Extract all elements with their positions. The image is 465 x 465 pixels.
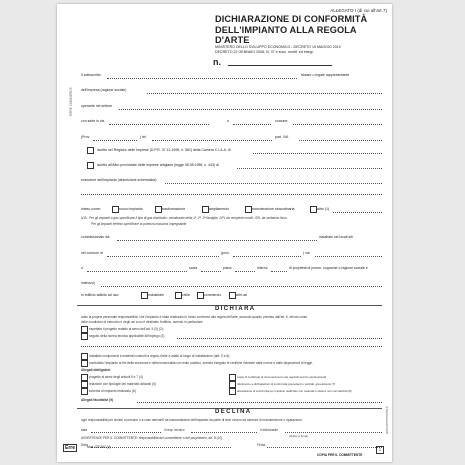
piva-label: part. IVA (275, 135, 289, 139)
resp-tecnico-label: Il resp. tecnico (164, 428, 185, 432)
model-code: Mod. CR 842 (d) (87, 445, 111, 449)
allegato-left-checkbox-1[interactable] (81, 374, 88, 381)
data-field-2[interactable] (91, 447, 231, 448)
albo-checkbox[interactable] (87, 162, 94, 169)
settore-field[interactable] (119, 109, 382, 110)
interno-label: interno (257, 266, 268, 270)
declina-title: DECLINA (215, 409, 252, 415)
number-field[interactable] (228, 65, 332, 66)
installato-label: installato nei locali siti (319, 235, 353, 239)
edificio-label: in edificio adibito ad uso: (81, 293, 120, 297)
sottoscritto-label: Il sottoscritto (81, 73, 101, 77)
interno-field[interactable] (271, 271, 287, 272)
location-n-field[interactable] (87, 271, 187, 272)
tipo-option-nuovo: nuovo impianto (119, 207, 143, 211)
tipo-option-trasformazione: trasformazione (162, 207, 186, 211)
comune-label: comune (275, 119, 288, 123)
form-sheet (57, 4, 392, 462)
location-via-field[interactable] (315, 256, 382, 257)
location-via-label: ) via (303, 251, 310, 255)
form-title-line2: DELL'IMPIANTO ALLA REGOLA D'ARTE (215, 25, 357, 45)
registro-checkbox[interactable] (87, 147, 94, 154)
sede-label: con sede in via (81, 119, 105, 123)
location-prov-field[interactable] (233, 256, 301, 257)
uso-checkbox-civile[interactable] (175, 292, 182, 299)
impresa-label: dell'impresa (ragione sociale) (81, 88, 127, 92)
albo-field[interactable] (237, 168, 382, 169)
allegati-facoltativi-label: Allegati facoltativi (9) (81, 398, 114, 402)
avvertenze-text: AVVERTENZE PER IL COMMITTENTE: responsabilità del committente o del proprietario, art. 8 (10) (81, 436, 223, 440)
tel-field[interactable] (152, 140, 272, 141)
scala-label: scala (189, 266, 198, 270)
albo-label: iscritto all'Albo provinciale delle imprese artigiane (legge 08.08.1985, n. 443) di (97, 163, 219, 167)
dichiarante-label: Il dichiarante (260, 428, 279, 432)
dichiara-item-3: installato componenti e materiali costruiti a regola d'arte e adatti al luogo di installazione (artt. 5 e 6); (89, 354, 231, 358)
allegati-title: Allegati obbligatori: (81, 368, 111, 372)
allegato-right-checkbox-2[interactable] (229, 381, 236, 388)
dichiara-title: DICHIARA (215, 306, 256, 312)
esecutore-field-2[interactable] (81, 194, 382, 195)
tipo-checkbox-trasformazione[interactable] (155, 206, 162, 213)
piano-label: piano (223, 266, 232, 270)
tipo-checkbox-nuovo[interactable] (112, 206, 119, 213)
dichiara-checkbox-2[interactable] (81, 333, 88, 340)
dichiara-item-1: rispettato il progetto redatto ai sensi dell'art. 5 (3) (2); (89, 327, 164, 331)
allegato-left-checkbox-3[interactable] (81, 388, 88, 395)
esecutore-field[interactable] (165, 183, 382, 184)
allegato-right-checkbox-3[interactable] (229, 388, 236, 395)
piano-field[interactable] (235, 271, 255, 272)
indirizzo-label: indirizzo) (81, 281, 96, 285)
allegato-left-1: progetto ai sensi degli articoli 5 e 7 (4) (89, 375, 143, 379)
titolare-label: titolare o legale rappresentante (301, 73, 350, 77)
form-title-line1: DICHIARAZIONE DI CONFORMITÀ (215, 14, 368, 24)
tipo-label: inteso come: (81, 207, 101, 211)
tipo-checkbox-manutenzione[interactable] (245, 206, 252, 213)
sottoscritto-field[interactable] (107, 78, 297, 79)
dichiara-item-2: seguito della norma tecnica applicabile all'impiego (3) (89, 334, 165, 338)
copy-label: COPIA PER IL COMMITTENTE (317, 453, 363, 457)
location-comune-field[interactable] (107, 256, 219, 257)
note-gas: N.B.: Per gli impianti a gas specificare il tipo di gas distribuito: canalizzato della 1ª, 2ª, 3ª famiglia; GPL da recipienti mobili; GPL da serbatoio fisso. (81, 216, 288, 220)
scala-field[interactable] (201, 271, 221, 272)
uso-civile: civile (182, 293, 190, 297)
allegato-right-3: attestazione di conformità per impianto realizzato con materiali o sistemi non normalizzati (8) (237, 389, 352, 393)
comune-field[interactable] (293, 124, 382, 125)
uso-checkbox-altri[interactable] (229, 292, 236, 299)
commissionato-field[interactable] (117, 240, 317, 241)
allegato-label: ALLEGATO I (di cui all'art.7) (330, 8, 387, 13)
firma-field[interactable] (267, 447, 382, 448)
number-label: n. (213, 57, 221, 67)
piva-field[interactable] (299, 140, 382, 141)
side-brand-left: ERRE COMMERCE (69, 87, 73, 116)
firma-label: Firma (257, 443, 266, 447)
allegato-left-2: relazione con tipologie dei materiali utilizzati (5) (89, 382, 156, 386)
allegato-left-3: schema di impianto realizzato (6) (89, 389, 136, 393)
form-subtitle-1: MINISTERO DELLO SVILUPPO ECONOMICO - DECRETO 19 MAGGIO 2010 (215, 45, 341, 50)
tipo-altro-field[interactable] (333, 212, 382, 213)
data-field-1[interactable] (91, 432, 161, 433)
sede-number-field[interactable] (233, 124, 271, 125)
commissionato-label: commissionato da: (81, 235, 111, 239)
declina-text: ogni responsabilità per sinistri a persone o a cose derivanti da manomissione dell'impianto da parte di terzi ovvero da carenze di manutenzione o riparazione. (81, 418, 303, 422)
uso-industriale: industriale (148, 293, 164, 297)
indirizzo-field[interactable] (101, 286, 382, 287)
tipo-checkbox-altro[interactable] (310, 206, 317, 213)
erre-logo: Erre (65, 445, 76, 451)
side-brand-right: www.erreerrezeta.it (385, 406, 389, 434)
sede-field[interactable] (109, 124, 209, 125)
data-label-2: Data (81, 443, 88, 447)
tipo-option-ampliamento: ampliamento (209, 207, 230, 211)
form-header (207, 8, 387, 54)
proprieta-label: di proprietà di (nome, cognome o ragione sociale e (289, 266, 368, 270)
location-n-label: n. (81, 266, 84, 270)
page-number: 1 (376, 446, 384, 454)
dichiara-text-2: delle condizioni di esercizio e degli usi a cui è destinato l'edificio, avendo in particolare: (81, 320, 204, 324)
sede-number-label: n. (227, 119, 230, 123)
registro-field[interactable] (253, 153, 382, 154)
prov-label: (Prov. (81, 135, 91, 139)
dichiarante-field[interactable] (285, 432, 382, 433)
settore-label: operante nel settore (81, 104, 113, 108)
uso-altri: altri usi (236, 293, 248, 297)
data-label-1: data (81, 428, 88, 432)
allegato-right-checkbox-1[interactable] (229, 374, 236, 381)
esecutore-label: esecutore dell'impianto (descrizione schematica) (81, 178, 157, 182)
uso-checkbox-industriale[interactable] (141, 292, 148, 299)
form-subtitle-2: DECRETO 22 GENNAIO 2008, N. 37 e succ. modif. ed integr. (215, 49, 314, 54)
tel-label: ) tel. (140, 135, 147, 139)
resp-tecnico-field[interactable] (191, 432, 257, 433)
prov-field[interactable] (93, 140, 137, 141)
tipo-option-altro: altro (1) (317, 207, 330, 211)
impresa-field[interactable] (147, 93, 382, 94)
norma-field-2[interactable] (81, 346, 382, 347)
allegato-left-checkbox-2[interactable] (81, 381, 88, 388)
allegato-right-2: riferimento a dichiarazioni di conformità precedenti o parziali, già esistenti (7) (237, 382, 336, 386)
allegato-right-1: copia di certificato di riconoscimento dei requisiti tecnico-professionali (237, 375, 327, 379)
dichiara-text-1: sotto la propria personale responsabilità, che l'impianto è stato realizzato in modo conforme alla regola dell'arte, secondo quanto previsto dall'art. 6, tenuto conto (81, 315, 308, 319)
norma-field[interactable] (177, 338, 382, 339)
dichiara-checkbox-3[interactable] (81, 353, 88, 360)
location-comune-label: nel comune di (81, 251, 103, 255)
note-elettrici: Per gli impianti elettrici specificare la potenza massima impegnabile. (91, 222, 188, 226)
dichiara-item-4: controllato l'impianto ai fini della sicurezza e della funzionalità con esito positivo, avendo eseguito le verifiche richieste dalle norme e dalle disposizioni di legge. (89, 361, 314, 365)
dichiara-checkbox-1[interactable] (81, 326, 88, 333)
tipo-option-manutenzione: manutenzione straordinaria (252, 207, 295, 211)
registro-label: iscritto nel Registro delle Imprese (D.P.R. 07.12.1995, n. 581) della Camera C.I.A.A. di (97, 148, 231, 152)
uso-commercio: commercio (204, 293, 222, 297)
location-prov-label: (prov. (221, 251, 230, 255)
allegati-facoltativi-field[interactable] (137, 402, 382, 403)
tipo-checkbox-ampliamento[interactable] (202, 206, 209, 213)
timbro-label: (timbro e firma) (289, 434, 308, 438)
dichiara-checkbox-4[interactable] (81, 360, 88, 367)
uso-checkbox-commercio[interactable] (197, 292, 204, 299)
